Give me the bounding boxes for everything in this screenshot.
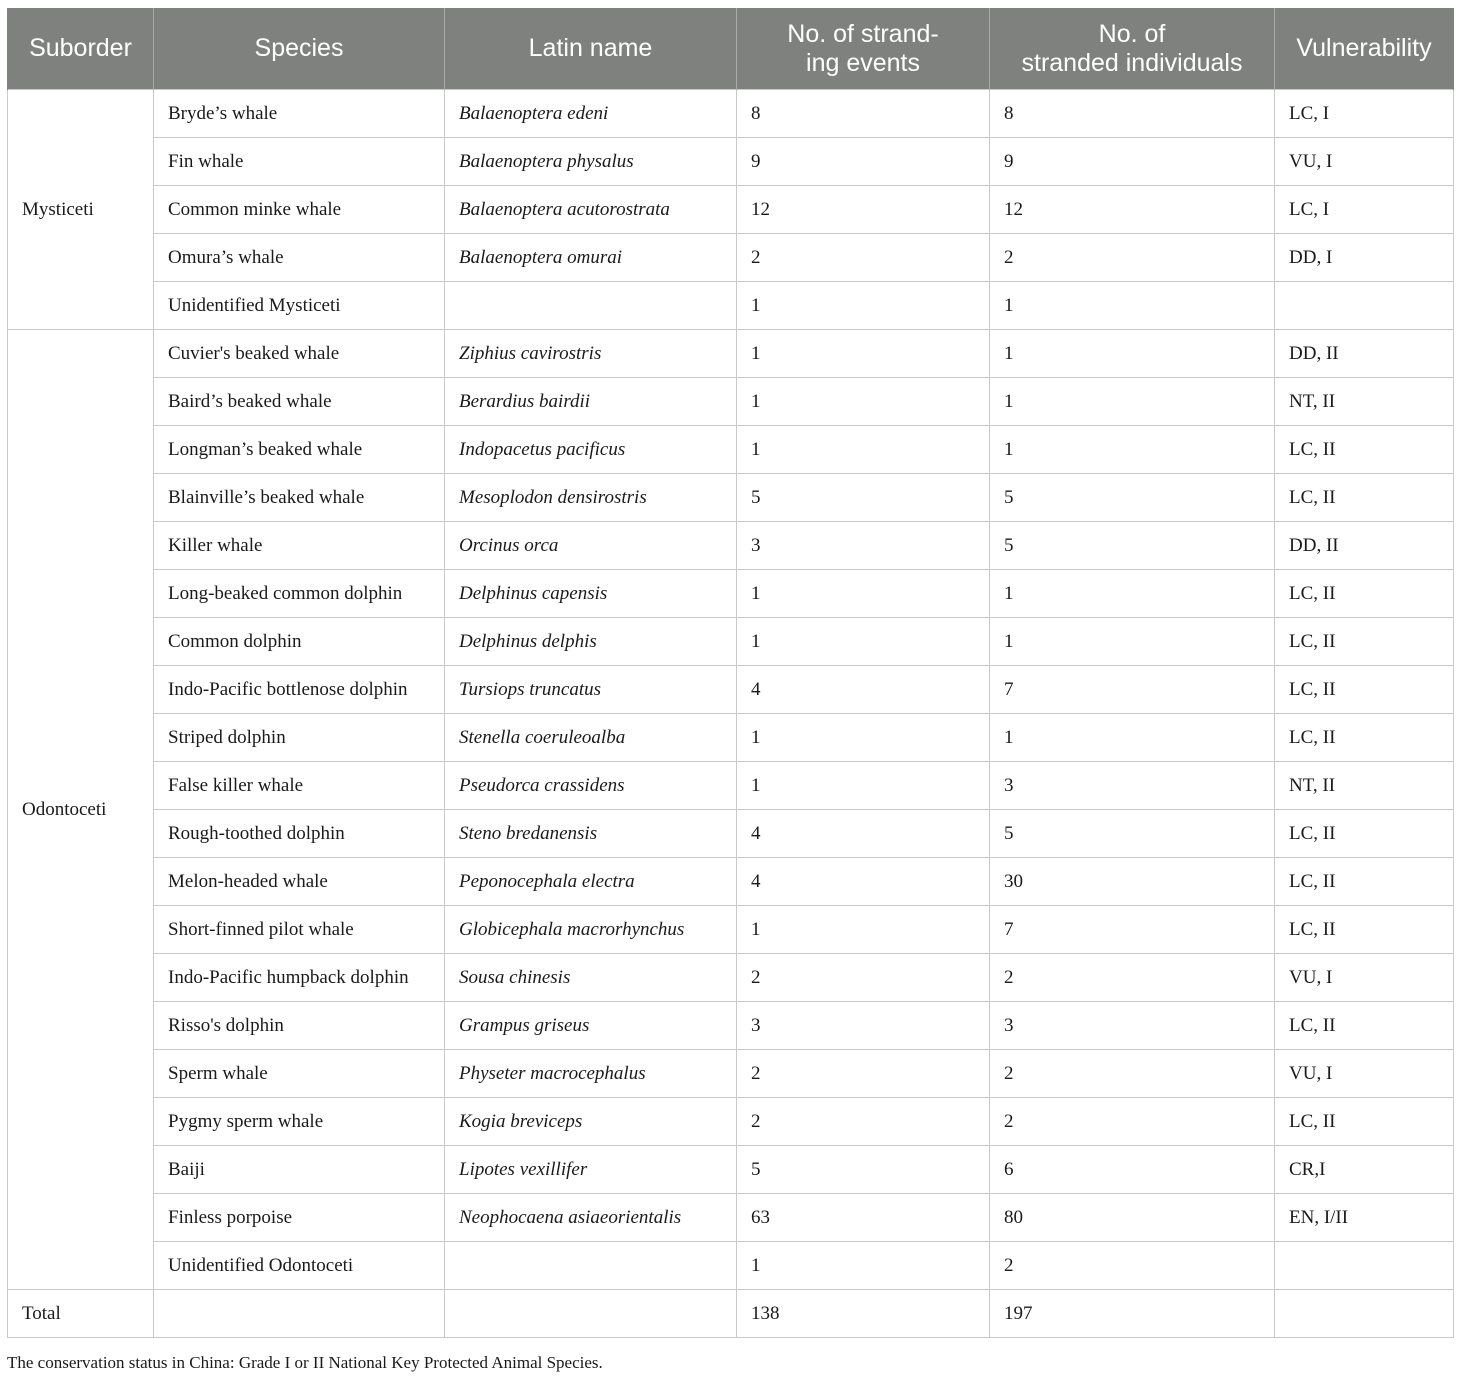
stranding-events-cell: 2 [737,1098,990,1146]
header-individuals-line1: No. of [1098,19,1166,48]
latin-name-cell: Sousa chinesis [445,954,737,1002]
table-header [8,8,1454,90]
stranding-events-cell: 3 [737,522,990,570]
stranding-events-cell: 1 [737,570,990,618]
latin-name-cell [445,1242,737,1290]
stranded-individuals-cell: 1 [990,426,1275,474]
species-cell: Long-beaked common dolphin [154,570,445,618]
stranding-events-cell: 1 [737,426,990,474]
species-cell: Unidentified Odontoceti [154,1242,445,1290]
stranded-individuals-cell: 80 [990,1194,1275,1242]
vulnerability-cell: VU, I [1275,138,1454,186]
stranding-events-cell: 1 [737,1242,990,1290]
vulnerability-cell: LC, II [1275,474,1454,522]
stranded-individuals-cell: 2 [990,1242,1275,1290]
species-cell: Baird’s beaked whale [154,378,445,426]
vulnerability-cell: LC, II [1275,618,1454,666]
species-cell: Common dolphin [154,618,445,666]
vulnerability-cell: VU, I [1275,1050,1454,1098]
header-suborder: Suborder [8,8,154,90]
table-row [8,1194,1454,1242]
vulnerability-cell: LC, II [1275,714,1454,762]
stranding-events-cell: 63 [737,1194,990,1242]
table-row [8,186,1454,234]
vulnerability-cell: LC, II [1275,570,1454,618]
table-row [8,858,1454,906]
vulnerability-cell: LC, I [1275,186,1454,234]
latin-name-cell: Balaenoptera edeni [445,90,737,138]
stranding-events-cell: 2 [737,234,990,282]
stranding-events-cell: 2 [737,1050,990,1098]
species-cell: Omura’s whale [154,234,445,282]
species-cell: Sperm whale [154,1050,445,1098]
vulnerability-cell: LC, II [1275,1098,1454,1146]
total-label: Total [8,1290,154,1338]
latin-name-cell: Globicephala macrorhynchus [445,906,737,954]
stranded-individuals-cell: 7 [990,906,1275,954]
header-individuals-line2: stranded individuals [1021,48,1243,77]
total-species-cell [154,1290,445,1338]
stranded-individuals-cell: 2 [990,1098,1275,1146]
latin-name-cell: Grampus griseus [445,1002,737,1050]
suborder-cell: Odontoceti [8,330,154,1290]
table-row [8,1098,1454,1146]
table-row [8,666,1454,714]
stranded-individuals-cell: 5 [990,522,1275,570]
vulnerability-cell: LC, II [1275,1002,1454,1050]
stranding-events-cell: 4 [737,810,990,858]
stranding-events-cell: 3 [737,1002,990,1050]
table-row [8,522,1454,570]
stranded-individuals-cell: 3 [990,762,1275,810]
species-cell: Rough-toothed dolphin [154,810,445,858]
stranded-individuals-cell: 2 [990,1050,1275,1098]
stranding-events-cell: 8 [737,90,990,138]
stranded-individuals-cell: 12 [990,186,1275,234]
species-cell: Risso's dolphin [154,1002,445,1050]
stranded-individuals-cell: 3 [990,1002,1275,1050]
total-events: 138 [737,1290,990,1338]
table-row [8,570,1454,618]
header-latin-name: Latin name [445,8,737,90]
vulnerability-cell [1275,282,1454,330]
header-stranding-events [737,8,990,90]
stranding-events-cell: 2 [737,954,990,1002]
latin-name-cell: Stenella coeruleoalba [445,714,737,762]
latin-name-cell: Balaenoptera acutorostrata [445,186,737,234]
species-cell: Striped dolphin [154,714,445,762]
species-cell: Unidentified Mysticeti [154,282,445,330]
latin-name-cell: Balaenoptera omurai [445,234,737,282]
latin-name-cell: Neophocaena asiaeorientalis [445,1194,737,1242]
latin-name-cell: Orcinus orca [445,522,737,570]
table-row [8,282,1454,330]
species-cell: Finless porpoise [154,1194,445,1242]
table-row [8,90,1454,138]
stranded-individuals-cell: 2 [990,234,1275,282]
stranding-events-cell: 12 [737,186,990,234]
stranded-individuals-cell: 7 [990,666,1275,714]
stranding-events-cell: 1 [737,330,990,378]
vulnerability-cell: LC, II [1275,810,1454,858]
species-cell: Melon-headed whale [154,858,445,906]
table-row [8,1242,1454,1290]
species-cell: Longman’s beaked whale [154,426,445,474]
stranded-individuals-cell: 9 [990,138,1275,186]
latin-name-cell: Steno bredanensis [445,810,737,858]
vulnerability-cell: LC, I [1275,90,1454,138]
vulnerability-cell: LC, II [1275,426,1454,474]
stranding-events-cell: 1 [737,618,990,666]
table-row [8,474,1454,522]
vulnerability-cell: NT, II [1275,378,1454,426]
latin-name-cell: Tursiops truncatus [445,666,737,714]
vulnerability-cell: LC, II [1275,906,1454,954]
table-row [8,762,1454,810]
species-cell: Pygmy sperm whale [154,1098,445,1146]
vulnerability-cell: DD, II [1275,330,1454,378]
stranded-individuals-cell: 8 [990,90,1275,138]
table-body [8,90,1454,1338]
table-footnote: The conservation status in China: Grade I or II National Key Protected Animal Species. [7,1353,603,1372]
table-row [8,378,1454,426]
stranded-individuals-cell: 1 [990,378,1275,426]
header-row [8,8,1454,90]
stranded-individuals-cell: 30 [990,858,1275,906]
stranded-individuals-cell: 1 [990,714,1275,762]
latin-name-cell: Pseudorca crassidens [445,762,737,810]
table-row [8,1002,1454,1050]
stranded-individuals-cell: 5 [990,474,1275,522]
latin-name-cell: Peponocephala electra [445,858,737,906]
vulnerability-cell [1275,1242,1454,1290]
stranding-events-cell: 4 [737,666,990,714]
vulnerability-cell: VU, I [1275,954,1454,1002]
stranded-individuals-cell: 1 [990,330,1275,378]
latin-name-cell: Mesoplodon densirostris [445,474,737,522]
latin-name-cell: Kogia breviceps [445,1098,737,1146]
latin-name-cell: Balaenoptera physalus [445,138,737,186]
latin-name-cell: Delphinus capensis [445,570,737,618]
table-row [8,138,1454,186]
latin-name-cell: Berardius bairdii [445,378,737,426]
stranded-individuals-cell: 2 [990,954,1275,1002]
species-cell: False killer whale [154,762,445,810]
stranding-events-cell: 5 [737,1146,990,1194]
stranded-individuals-cell: 1 [990,570,1275,618]
vulnerability-cell: LC, II [1275,858,1454,906]
latin-name-cell: Indopacetus pacificus [445,426,737,474]
suborder-cell: Mysticeti [8,90,154,330]
stranding-events-cell: 1 [737,762,990,810]
stranding-events-cell: 1 [737,714,990,762]
total-latin-cell [445,1290,737,1338]
latin-name-cell: Physeter macrocephalus [445,1050,737,1098]
stranding-table [7,8,1454,1338]
table-row [8,234,1454,282]
vulnerability-cell: DD, II [1275,522,1454,570]
header-stranded-individuals [990,8,1275,90]
stranding-events-cell: 5 [737,474,990,522]
latin-name-cell: Delphinus delphis [445,618,737,666]
header-events-line2: ing events [806,48,920,77]
table-row [8,906,1454,954]
latin-name-cell: Ziphius cavirostris [445,330,737,378]
species-cell: Cuvier's beaked whale [154,330,445,378]
vulnerability-cell: CR,I [1275,1146,1454,1194]
table-row-total [8,1290,1454,1338]
total-individuals: 197 [990,1290,1275,1338]
stranding-events-cell: 1 [737,378,990,426]
stranded-individuals-cell: 6 [990,1146,1275,1194]
species-cell: Indo-Pacific bottlenose dolphin [154,666,445,714]
stranding-events-cell: 9 [737,138,990,186]
stranding-events-cell: 1 [737,282,990,330]
species-cell: Common minke whale [154,186,445,234]
total-vulnerability-cell [1275,1290,1454,1338]
species-cell: Indo-Pacific humpback dolphin [154,954,445,1002]
table-row [8,714,1454,762]
header-events-line1: No. of strand- [787,19,939,48]
latin-name-cell [445,282,737,330]
species-cell: Fin whale [154,138,445,186]
stranded-individuals-cell: 5 [990,810,1275,858]
table-row [8,954,1454,1002]
header-species: Species [154,8,445,90]
stranding-events-cell: 1 [737,906,990,954]
species-cell: Killer whale [154,522,445,570]
table-row [8,426,1454,474]
vulnerability-cell: DD, I [1275,234,1454,282]
species-cell: Baiji [154,1146,445,1194]
species-cell: Blainville’s beaked whale [154,474,445,522]
vulnerability-cell: LC, II [1275,666,1454,714]
table-row [8,618,1454,666]
header-vulnerability: Vulnerability [1275,8,1454,90]
stranded-individuals-cell: 1 [990,282,1275,330]
latin-name-cell: Lipotes vexillifer [445,1146,737,1194]
species-cell: Short-finned pilot whale [154,906,445,954]
vulnerability-cell: NT, II [1275,762,1454,810]
stranded-individuals-cell: 1 [990,618,1275,666]
stranding-events-cell: 4 [737,858,990,906]
table-row [8,810,1454,858]
stranding-table-container [7,8,1453,1338]
vulnerability-cell: EN, I/II [1275,1194,1454,1242]
table-row [8,1050,1454,1098]
table-row [8,1146,1454,1194]
species-cell: Bryde’s whale [154,90,445,138]
table-row [8,330,1454,378]
